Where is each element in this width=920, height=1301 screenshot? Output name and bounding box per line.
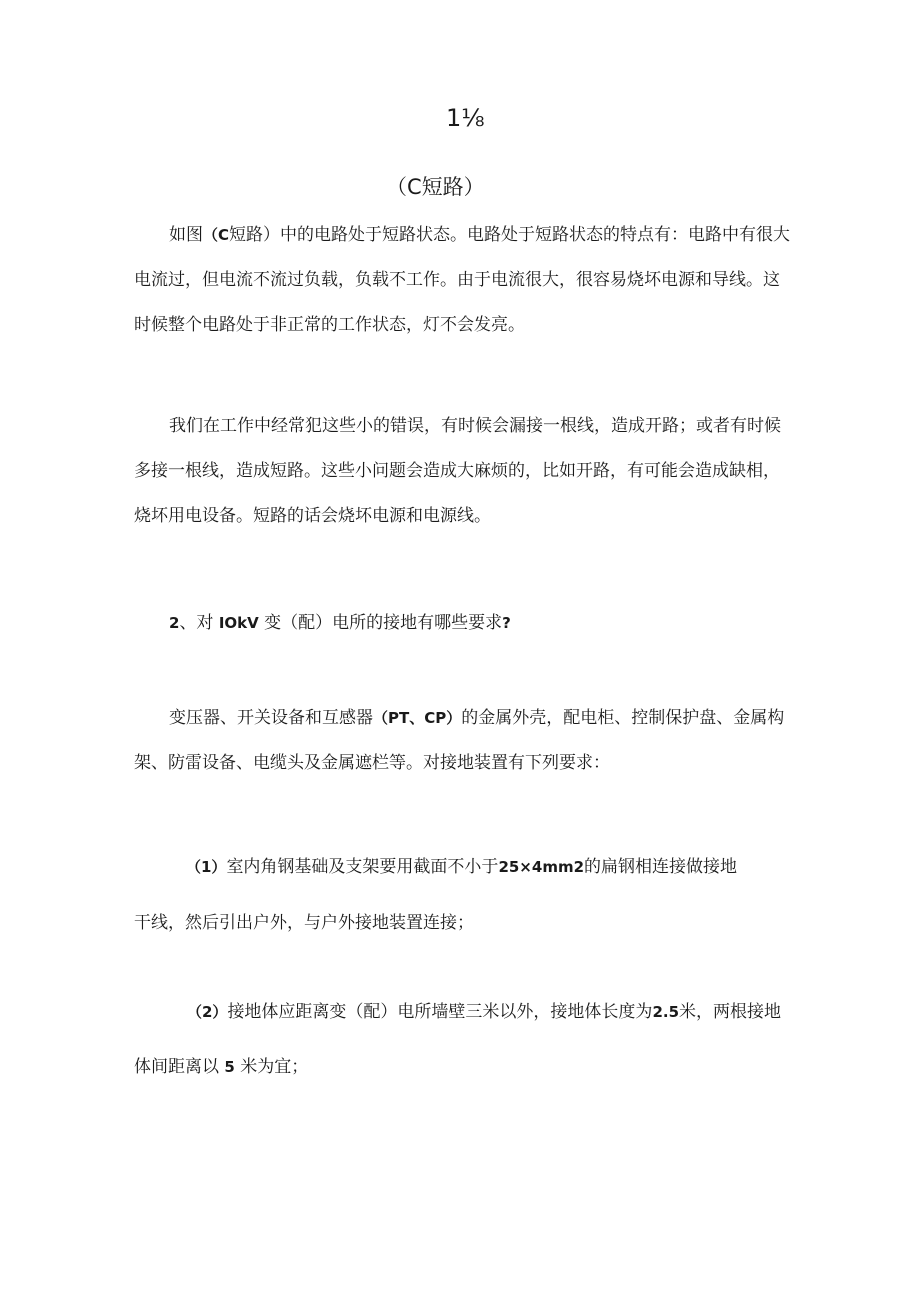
item2-f: 米为宜； <box>240 1057 309 1077</box>
item2-line2 <box>134 1052 308 1077</box>
figure-caption: （C短路） <box>386 175 485 199</box>
item2-a: 接地体应距离变（配）电所墙壁三米以外，接地体长度为 <box>227 1002 653 1022</box>
item2-b: 2.5 <box>652 1003 680 1021</box>
item1-line1 <box>186 852 737 877</box>
item2-number: （2） <box>187 1003 228 1021</box>
para1-text-after: 短路）中的电路处于短路状态。电路处于短路状态的特点有：电路中有很大电流过，但电流不流过负载，负载不工作。由于电流很大，很容易烧坏电源和导线。这时候整个电路处于非正常的工作状态，灯不会发亮。 <box>134 225 791 335</box>
item2-c: 米，两根接地 <box>679 1002 782 1022</box>
question-sep: 、对 <box>179 613 214 633</box>
para1-text-before: 如图 <box>169 225 203 245</box>
item2-e: 5 <box>224 1058 235 1076</box>
figure-label: 1⅛ <box>446 104 485 132</box>
item1-b: 25×4mm2 <box>498 858 585 876</box>
item1-a: 室内角钢基础及支架要用截面不小于 <box>226 857 499 877</box>
question-code: IOkV <box>218 614 259 632</box>
question-number: 2 <box>169 614 180 632</box>
paragraph-common-errors: 我们在工作中经常犯这些小的错误，有时候会漏接一根线，造成开路；或者有时候多接一根线，造成短路。这些小问题会造成大麻烦的，比如开路，有可能会造成缺相，烧坏用电设备。短路的话会烧坏电源和电源线。 <box>134 416 781 526</box>
item2-d: 体间距离以 <box>134 1057 219 1077</box>
paragraph-grounding-intro <box>134 696 794 786</box>
item1-line2: 干线，然后引出户外，与户外接地装置连接； <box>134 913 474 933</box>
item1-number: （1） <box>186 858 227 876</box>
para1-bold-ref: （C <box>203 226 230 244</box>
para3-c: 的金属外壳，配电柜、控制保护盘、金属构架、防雷设备、电缆头及金属遮栏等。对接地装置有下列要求： <box>134 708 785 773</box>
para3-b: （PT、CP） <box>373 709 462 727</box>
question-heading <box>169 608 511 633</box>
question-mark: ? <box>502 614 511 632</box>
question-text: 变（配）电所的接地有哪些要求 <box>264 613 503 633</box>
para3-a: 变压器、开关设备和互感器 <box>169 708 373 728</box>
item2-line1 <box>187 997 781 1022</box>
item1-c: 的扁钢相连接做接地 <box>584 857 738 877</box>
paragraph-short-circuit <box>134 213 794 348</box>
